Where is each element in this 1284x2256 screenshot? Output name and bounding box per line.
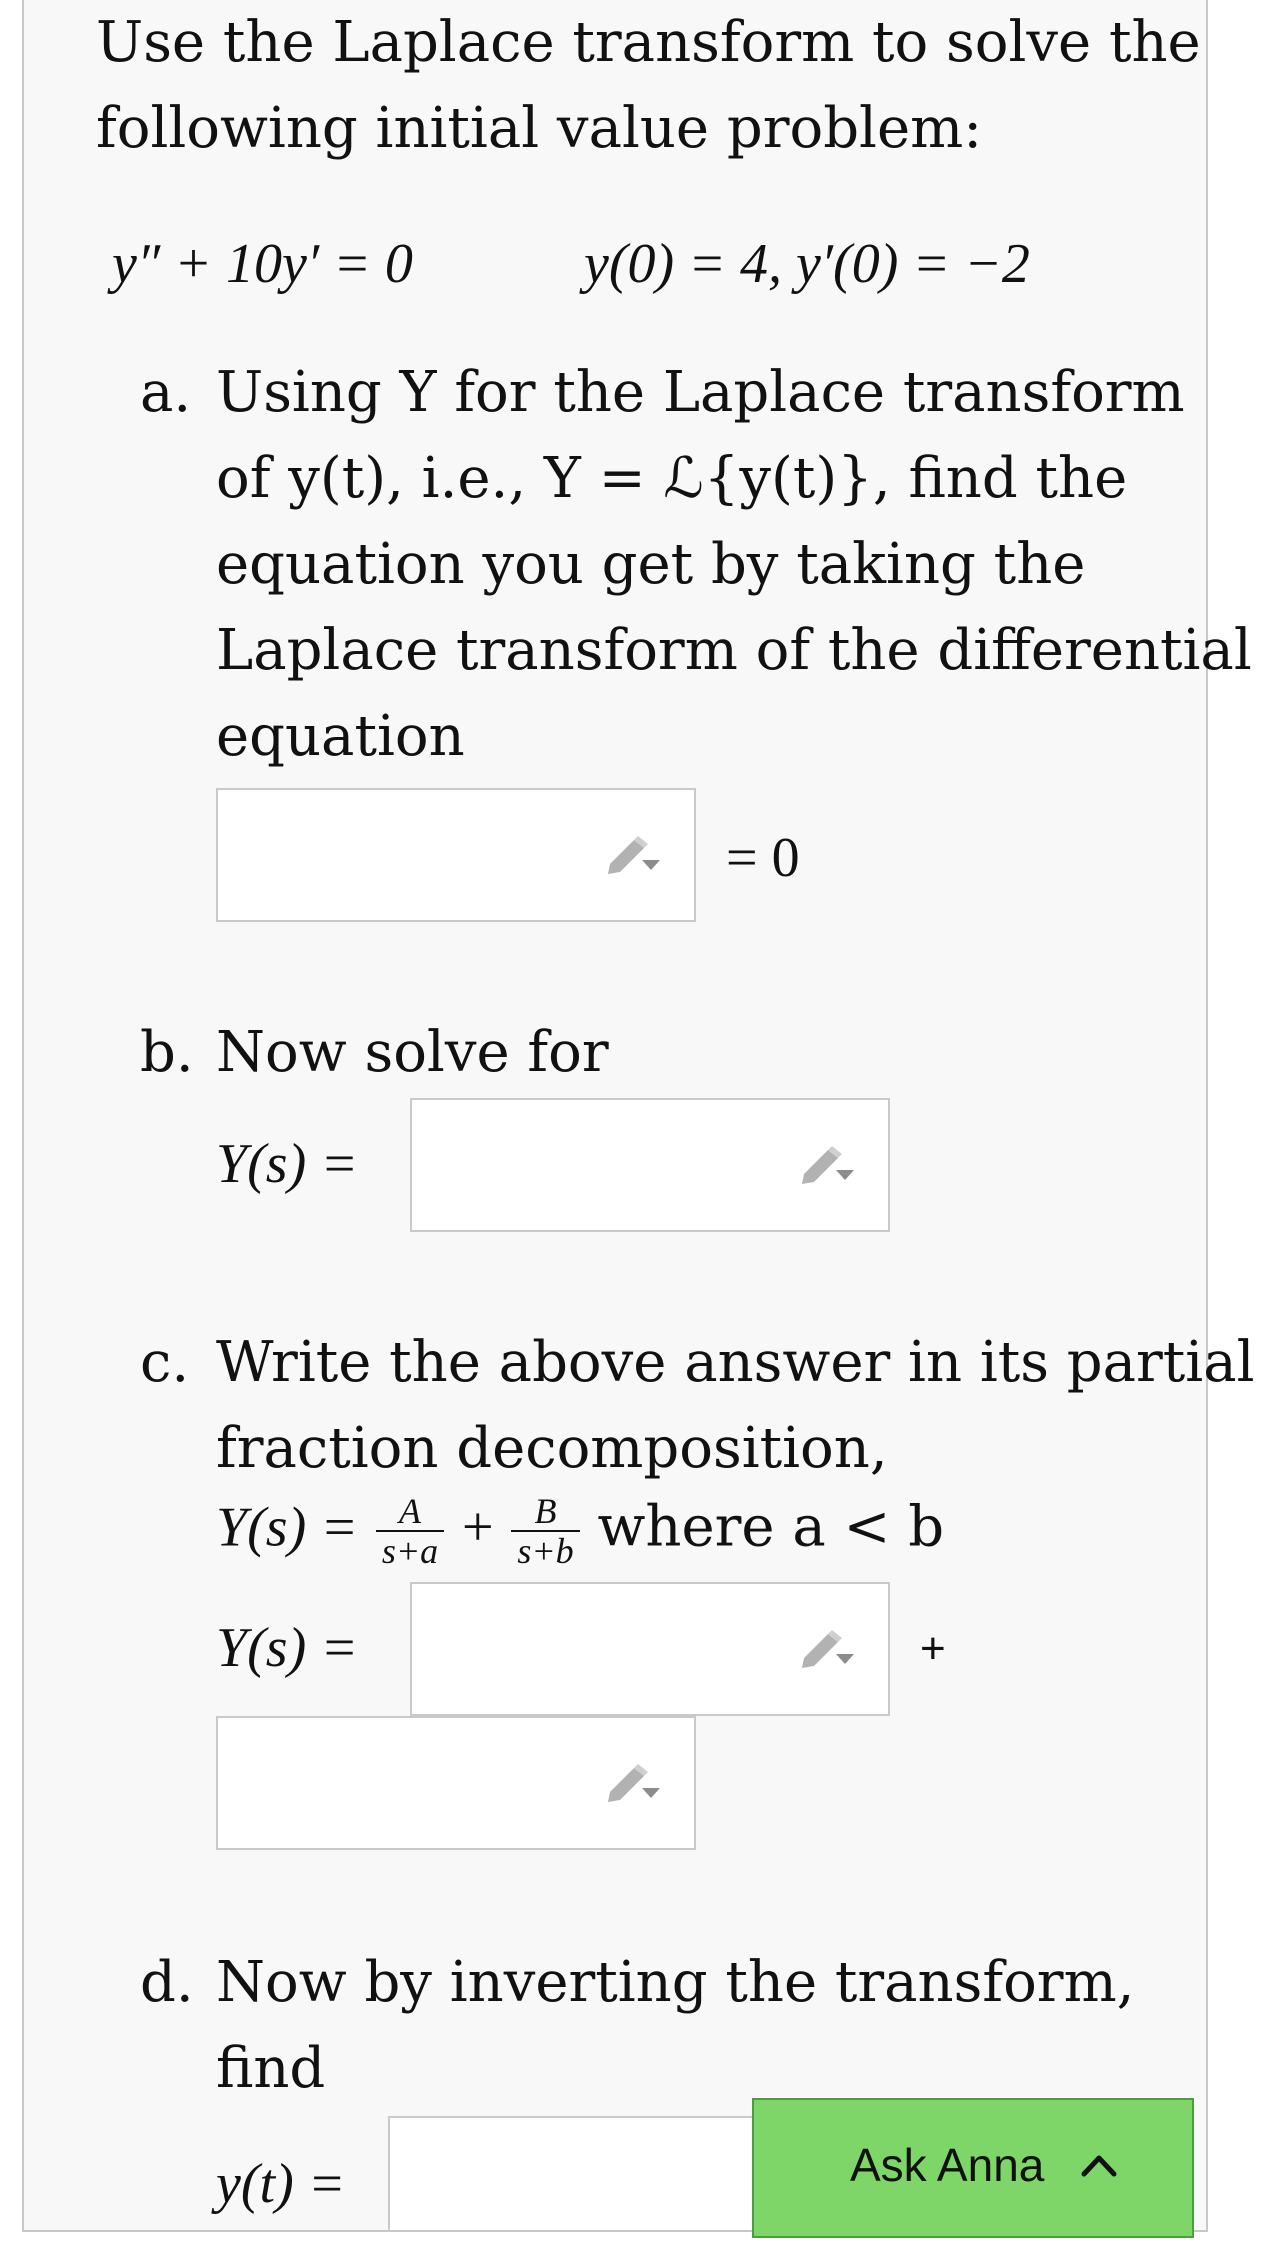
part-c-label: Y(s) = <box>216 1617 359 1679</box>
ask-anna-button[interactable] <box>752 2098 1194 2238</box>
part-b-marker: b. <box>140 1020 194 1085</box>
part-d-line-2: find <box>216 2036 326 2101</box>
part-a-marker: a. <box>140 360 192 425</box>
part-d-text <box>216 1940 1134 2112</box>
formula-plus: + <box>461 1496 494 1559</box>
part-c-line-1: Write the above answer in its partial <box>216 1330 1255 1395</box>
intro-text <box>96 0 1201 172</box>
part-a-line-5: equation <box>216 704 465 769</box>
part-c-marker: c. <box>140 1330 190 1395</box>
formula-condition: where a < b <box>597 1494 945 1560</box>
part-c-plus-sign: + <box>920 1624 946 1673</box>
pencil-dropdown-icon[interactable] <box>798 1628 856 1668</box>
part-c-line-2: fraction decomposition, <box>216 1416 888 1481</box>
part-c-formula <box>216 1492 944 1570</box>
ivp-conditions: y(0) = 4, y′(0) = −2 <box>584 233 1030 295</box>
chevron-up-icon <box>1080 2152 1118 2178</box>
pencil-dropdown-icon[interactable] <box>604 834 662 874</box>
intro-line-1: Use the Laplace transform to solve the <box>96 10 1201 75</box>
part-a-line-1: Using Y for the Laplace transform <box>216 360 1185 425</box>
part-c-answer-input-2[interactable] <box>216 1716 696 1850</box>
fraction-2-denominator: s+b <box>517 1531 574 1571</box>
formula-lhs: Y(s) = <box>216 1496 359 1559</box>
intro-line-2: following initial value problem: <box>96 96 983 161</box>
pencil-dropdown-icon[interactable] <box>604 1762 662 1802</box>
part-d-marker: d. <box>140 1950 194 2015</box>
fraction-1-denominator: s+a <box>381 1531 439 1571</box>
part-d-answer-input[interactable] <box>388 2116 768 2230</box>
part-a-equals-zero: = 0 <box>726 827 800 889</box>
fraction-1-numerator: A <box>376 1492 444 1532</box>
part-a-answer-input[interactable] <box>216 788 696 922</box>
part-d-label: y(t) = <box>216 2153 346 2215</box>
part-a-line-4: Laplace transform of the differential <box>216 618 1252 683</box>
fraction-2-numerator: B <box>511 1492 579 1532</box>
ask-anna-label: Ask Anna <box>850 2139 1045 2191</box>
ivp-equation: y″ + 10y′ = 0 <box>112 233 413 295</box>
part-a-line-3: equation you get by taking the <box>216 532 1086 597</box>
part-a-line-2: of y(t), i.e., Y = ℒ{y(t)}, find the <box>216 446 1128 511</box>
part-b-answer-input[interactable] <box>410 1098 890 1232</box>
part-c-text <box>216 1320 1255 1492</box>
part-b-label: Y(s) = <box>216 1133 359 1195</box>
part-c-answer-input-1[interactable] <box>410 1582 890 1716</box>
fraction-a-over-s-plus-a <box>376 1492 444 1570</box>
fraction-b-over-s-plus-b <box>511 1492 579 1570</box>
part-b-text: Now solve for <box>216 1020 609 1085</box>
pencil-dropdown-icon[interactable] <box>798 1144 856 1184</box>
part-d-line-1: Now by inverting the transform, <box>216 1950 1135 2015</box>
part-a-text <box>216 350 1252 780</box>
